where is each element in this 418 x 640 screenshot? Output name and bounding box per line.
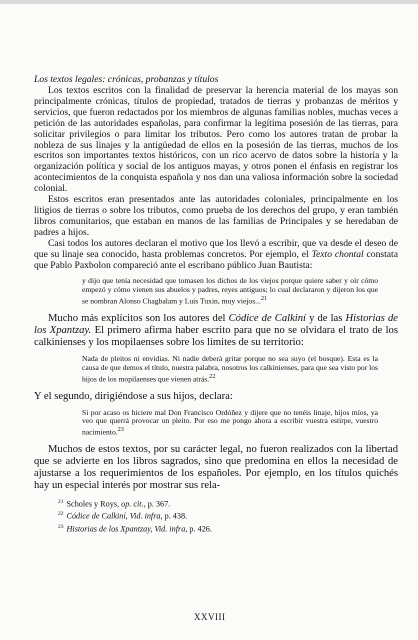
section-title: Los textos legales: crónicas, probanzas y títulos: [34, 74, 219, 85]
footnote-number: 22: [58, 511, 64, 518]
footnote-text: , p. 426.: [185, 524, 212, 534]
paragraph-4-work-title-2: Historias de los Xpantzay.: [34, 312, 398, 336]
paragraph-4-text-b: y de las: [305, 312, 346, 324]
paragraph-4-text-c: El primero afirma haber escrito para que no se olvidara el trato de los calkinienses y los mopilaenses sobre los límites de su territorio:: [34, 324, 398, 349]
footnote-22: [58, 509, 398, 522]
block-quote-3-text: Si por acaso os hiciere mal Don Francisco Ordóñez y dijere que no tenéis linaje, hijos míos, ya veo que querrá provocar un pleito. Por eso me pongo ahora a escribir vuestra estirpe, vuestro nacimiento.: [82, 407, 378, 437]
paragraph-1: Los textos escritos con la finalidad de preservar la herencia material de los mayas son principalmente crónicas, títulos de propiedad, tratados de tierras y probanzas de méritos y servicios, que fueron redactados por los miembros de algunas familias nobles, muchas veces a petición de las autoridades españolas, para confirmar la legítima posesión de las tierras, para solicitar privilegios o para limitar los tributos. Pero como los autores tratan de probar la nobleza de sus linajes y la antigüedad de ellos en la posesión de las tierras, muchos de los escritos son importantes textos históricos, con un rico acervo de datos sobre la historia y la organización política y social de los antiguos mayas, y otros ponen el énfasis en registrar los acontecimientos de la conquista española y nos dan una valiosa información sobre la sociedad colonial.: [34, 85, 398, 195]
paragraph-3-work-title: Texto chontal: [311, 248, 364, 260]
paragraph-3: [34, 239, 398, 272]
footnote-ref-23: 23: [117, 426, 124, 434]
footnotes: [34, 497, 398, 535]
paragraph-5: Y el segundo, dirigiéndose a sus hijos, declara:: [34, 390, 233, 402]
paragraph-3-text-a: Casi todos los autores declaran el motivo que los llevó a escribir, que va desde el deseo de que su linaje sea conocido, hasta problemas concretos. Por ejemplo, el: [34, 237, 398, 260]
footnote-ref-22: 22: [209, 373, 216, 381]
paragraph-3-text-b: constata que Pablo Paxbolon compareció ante el escribano público Juan Bautista:: [34, 248, 398, 271]
footnote-italic: Códice de Calkiní, Vid. infra: [66, 512, 161, 522]
footnote-number: 23: [58, 524, 64, 531]
paragraph-6: Muchos de estos textos, por su carácter legal, no fueron realizados con la libertad que se advierte en los libros sagrados, sino que predomina en ellos la necesidad de ajustarse a los requerimientos de los españoles. Por ejemplo, en los títulos quichés hay un especial interés por mostrar sus rela-: [34, 443, 398, 492]
block-quote-2: [82, 355, 378, 384]
block-quote-3: [82, 409, 378, 438]
footnote-number: 21: [58, 498, 64, 505]
block-quote-1: [82, 277, 378, 306]
page-number: XXVIII: [194, 612, 226, 622]
paragraph-4-text-a: Mucho más explícitos son los autores del: [48, 312, 229, 324]
footnote-italic: Historias de los Xpantzay, Vid. infra: [66, 524, 186, 534]
paragraph-4-work-title-1: Códice de Calkiní: [228, 312, 306, 324]
paragraph-4: [34, 313, 398, 350]
book-page: [0, 4, 418, 640]
footnote-23: [58, 522, 398, 535]
footnote-text: Scholes y Roys,: [66, 499, 122, 509]
block-quote-1-text: y dijo que tenía necesidad que tomasen los dichos de los viejos porque quiere saber y oír cómo empezó y cómo vienen sus abuelos y padres, reyes antiguos; lo cual declararon y dijeron los que se nombran Alonso Chagbalam y Luis Tuxin, muy viejos...: [82, 276, 378, 306]
paragraph-2: Estos escritos eran presentados ante las autoridades coloniales, principalmente en los litigios de tierras o sobre los tributos, como prueba de los derechos del grupo, y eran también libros comunitarios, que estaban en manos de las familias de Principales y se heredaban de padres a hijos.: [34, 194, 398, 238]
footnote-text: , p. 438.: [160, 512, 188, 522]
footnote-text: , p. 367.: [143, 499, 171, 509]
block-quote-2-text: Nada de pleitos ni envidias. Ni nadie deberá gritar porque no sea suyo (el bosque). Esta es la causa de que demos el título, nuestra palabra, nosotros los calkinienses, para que sea visto por los hijos de los mopilaenses que vienen atrás.: [82, 354, 378, 384]
footnote-ref-21: 21: [260, 295, 268, 303]
footnote-italic: op. cit.: [121, 499, 144, 509]
page-content: [34, 74, 398, 535]
footnote-21: [58, 497, 398, 510]
